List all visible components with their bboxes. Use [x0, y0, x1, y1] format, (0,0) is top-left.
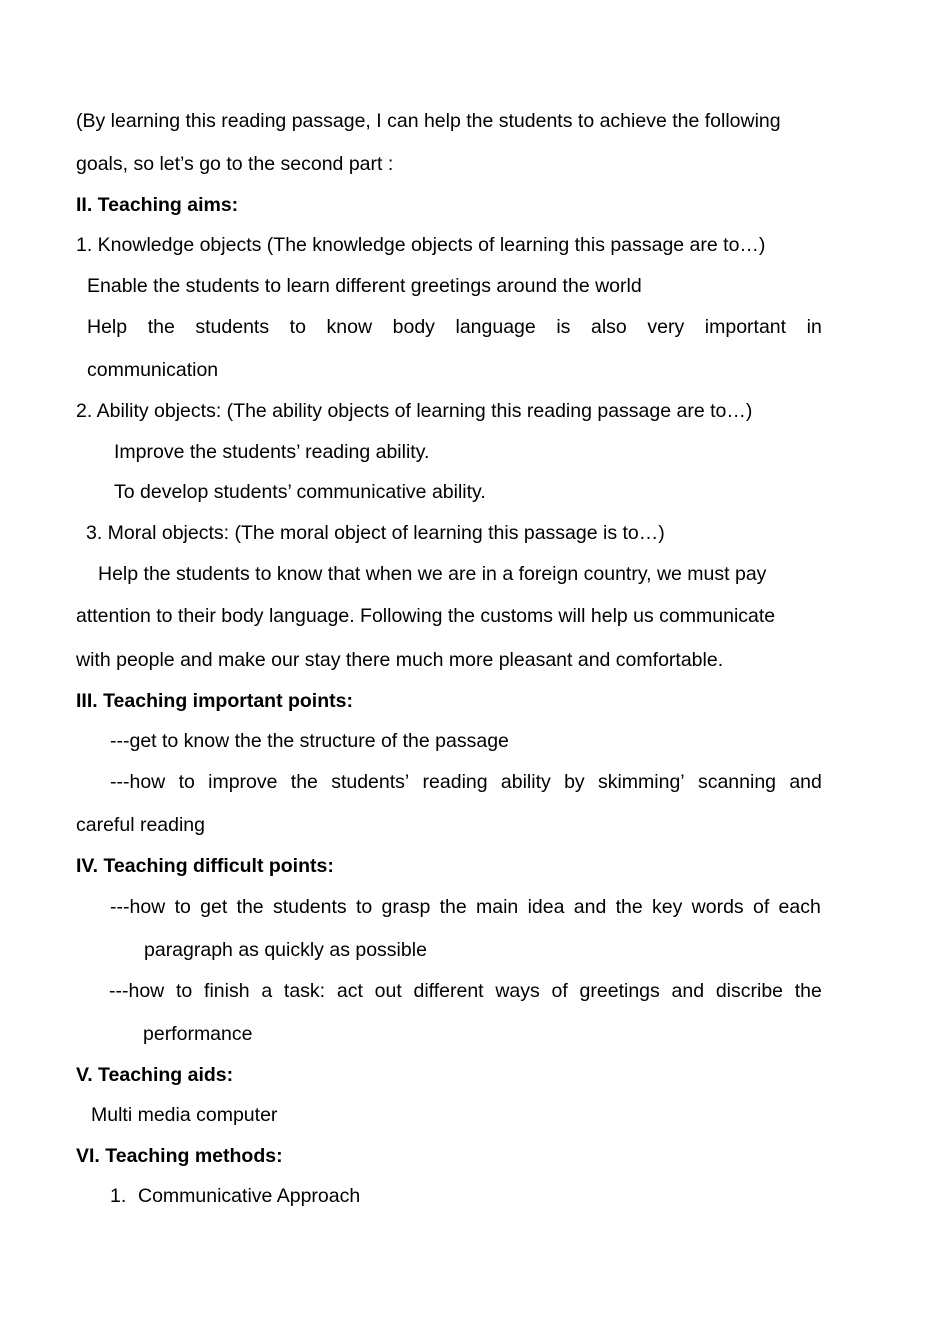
- word: improve: [208, 771, 278, 793]
- word: ability: [500, 771, 551, 793]
- word: a: [261, 980, 273, 1002]
- method-item-text: Communicative Approach: [138, 1185, 361, 1207]
- word: to: [176, 980, 193, 1002]
- word: students’: [331, 771, 410, 793]
- word: act: [336, 980, 363, 1002]
- word: ---how: [110, 771, 166, 793]
- important-point-2-line-1: [110, 770, 822, 794]
- word: scanning: [697, 771, 777, 793]
- word: in: [806, 316, 822, 338]
- word: the: [236, 896, 264, 918]
- section-heading-teaching-aims: II. Teaching aims:: [76, 194, 239, 216]
- word: students: [272, 896, 347, 918]
- intro-line-1: (By learning this reading passage, I can help the students to achieve the following: [76, 110, 781, 132]
- word: key: [652, 896, 683, 918]
- word: very: [647, 316, 685, 338]
- word: to: [174, 896, 191, 918]
- word: and: [573, 896, 607, 918]
- moral-objects-title: 3. Moral objects: (The moral object of learning this passage is to…): [86, 522, 665, 544]
- word: idea: [527, 896, 565, 918]
- word: of: [752, 896, 770, 918]
- difficult-point-1-line-1: [110, 895, 821, 919]
- knowledge-item-2-line-2: communication: [87, 359, 219, 381]
- section-heading-teaching-methods: VI. Teaching methods:: [76, 1145, 283, 1167]
- word: also: [591, 316, 627, 338]
- section-heading-teaching-aids: V. Teaching aids:: [76, 1064, 234, 1086]
- word: the: [615, 896, 643, 918]
- section-heading-important-points: III. Teaching important points:: [76, 690, 353, 712]
- word: body: [392, 316, 435, 338]
- ability-item-1: Improve the students’ reading ability.: [114, 441, 430, 463]
- word: the: [794, 980, 822, 1002]
- word: the: [439, 896, 467, 918]
- difficult-point-2-line-1: [109, 979, 822, 1003]
- word: discribe: [715, 980, 784, 1002]
- important-point-2-line-2: careful reading: [76, 814, 205, 836]
- important-point-1: ---get to know the the structure of the passage: [110, 730, 509, 752]
- word: words: [691, 896, 744, 918]
- word: greetings: [579, 980, 660, 1002]
- word: to: [178, 771, 195, 793]
- word: get: [200, 896, 228, 918]
- knowledge-item-1: Enable the students to learn different greetings around the world: [87, 275, 642, 297]
- word: students: [195, 316, 270, 338]
- moral-text-line-3: with people and make our stay there much more pleasant and comfortable.: [76, 649, 724, 671]
- knowledge-objects-title: 1. Knowledge objects (The knowledge objects of learning this passage are to…): [76, 234, 766, 256]
- word: and: [671, 980, 705, 1002]
- word: Help: [87, 316, 128, 338]
- word: and: [789, 771, 822, 793]
- word: ---how: [109, 980, 165, 1002]
- word: out: [374, 980, 402, 1002]
- word: finish: [204, 980, 250, 1002]
- moral-text-line-2: attention to their body language. Following the customs will help us communicate: [76, 605, 776, 627]
- section-heading-difficult-points: IV. Teaching difficult points:: [76, 855, 334, 877]
- word: of: [551, 980, 568, 1002]
- word: language: [455, 316, 536, 338]
- word: to: [289, 316, 306, 338]
- word: each: [778, 896, 821, 918]
- word: important: [704, 316, 787, 338]
- word: the: [290, 771, 318, 793]
- method-item-number: 1.: [110, 1185, 127, 1207]
- difficult-point-2-line-2: performance: [143, 1023, 253, 1045]
- teaching-aid-item: Multi media computer: [91, 1104, 278, 1126]
- ability-item-2: To develop students’ communicative ability.: [114, 481, 486, 503]
- difficult-point-1-line-2: paragraph as quickly as possible: [144, 939, 427, 961]
- knowledge-item-2-line-1: [87, 315, 822, 339]
- moral-text-line-1: Help the students to know that when we are in a foreign country, we must pay: [98, 563, 767, 585]
- word: grasp: [381, 896, 431, 918]
- word: task:: [283, 980, 326, 1002]
- word: reading: [422, 771, 488, 793]
- word: know: [326, 316, 373, 338]
- word: ways: [495, 980, 540, 1002]
- word: the: [147, 316, 175, 338]
- word: different: [413, 980, 484, 1002]
- word: by: [564, 771, 585, 793]
- word: main: [476, 896, 519, 918]
- word: is: [556, 316, 571, 338]
- word: ---how: [110, 896, 166, 918]
- word: skimming’: [597, 771, 685, 793]
- word: to: [355, 896, 373, 918]
- ability-objects-title: 2. Ability objects: (The ability objects of learning this reading passage are to…): [76, 400, 753, 422]
- intro-line-2: goals, so let’s go to the second part :: [76, 153, 394, 175]
